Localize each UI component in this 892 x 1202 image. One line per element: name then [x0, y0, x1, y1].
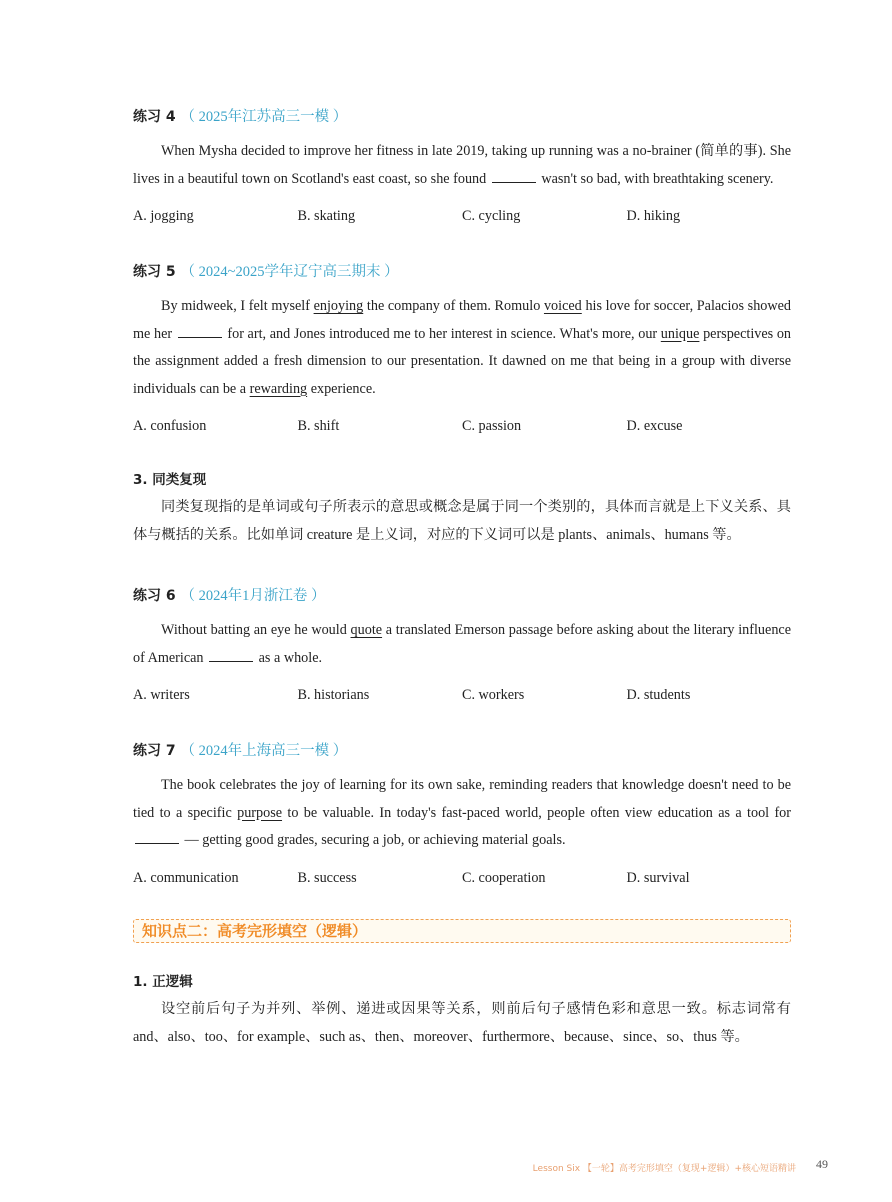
page-footer [0, 1157, 892, 1177]
option-d[interactable]: D. excuse [626, 418, 683, 434]
option-a[interactable]: A. writers [133, 687, 190, 703]
exercise-label: 练习 6 [133, 588, 176, 604]
section-text: 设空前后句子为并列、举例、递进或因果等关系，则前后句子感情色彩和意思一致。标志词常有 and、also、too、for example、such as、then、moreover、furthermore、because、since、so、thus 等。 [133, 1000, 791, 1045]
passage-text: By midweek, I felt myself [161, 298, 310, 314]
passage-text: as a whole. [258, 649, 323, 666]
option-c[interactable]: C. cooperation [462, 869, 546, 886]
exercise-7 [133, 738, 791, 891]
option-c[interactable]: C. passion [462, 418, 522, 434]
underlined-word: voiced [543, 298, 582, 314]
passage-text: a translated Emerson passage before asking about the literary influence of American [133, 622, 792, 666]
exercise-4-passage [133, 138, 791, 193]
section-heading: 3. 同类复现 [133, 472, 207, 488]
exercise-5 [133, 259, 791, 439]
underlined-word: unique [660, 325, 700, 342]
exercise-7-options [133, 865, 791, 891]
exercise-source: （ 2024年上海高三一模 ） [180, 743, 348, 759]
knowledge-point-banner: 知识点二：高考完形填空（逻辑） [133, 919, 791, 943]
section-text: 同类复现指的是单词或句子所表示的意思或概念是属于同一个类别的，具体而言就是上下义关系、具体与概括的关系。比如单词 creature 是上义词，对应的下义词可以是 plants、animals、humans 等。 [133, 499, 791, 543]
exercise-label: 练习 7 [133, 743, 176, 759]
exercise-label: 练习 5 [133, 264, 176, 280]
section-1 [133, 969, 791, 1051]
exercise-7-title [133, 738, 791, 764]
exercise-label: 练习 4 [133, 109, 176, 125]
answer-blank[interactable] [135, 831, 179, 844]
passage-text: his love for soccer, Palacios showed me her [133, 298, 792, 342]
option-b[interactable]: B. skating [297, 208, 356, 224]
exercise-4-options [133, 203, 791, 229]
exercise-4 [133, 104, 791, 229]
exercise-5-title [133, 259, 791, 285]
passage-text: for art, and Jones introduced me to her interest in science. What's more, our [227, 325, 658, 342]
answer-blank[interactable] [209, 649, 253, 662]
exercise-source: （ 2024年1月浙江卷 ） [180, 588, 326, 604]
option-d[interactable]: D. hiking [626, 208, 681, 224]
page-content [133, 104, 791, 1051]
exercise-6 [133, 583, 791, 708]
passage-text: experience. [310, 380, 376, 397]
option-a[interactable]: A. communication [133, 869, 239, 886]
option-c[interactable]: C. cycling [462, 208, 521, 224]
passage-text: perspectives on the assignment added a fresh dimension to our presentation. It dawned on me that being in a group with diverse individuals can be a [133, 325, 792, 397]
underlined-word: rewarding [249, 380, 308, 397]
option-b[interactable]: B. shift [297, 418, 340, 434]
option-a[interactable]: A. jogging [133, 208, 194, 224]
exercise-5-options [133, 413, 791, 439]
footer-text: Lesson Six 【一轮】高考完形填空（复现+逻辑）+核心短语精讲 [532, 1164, 796, 1174]
passage-text: the company of them. Romulo [366, 298, 541, 314]
passage-text: wasn't so bad, with breathtaking scenery. [541, 170, 774, 187]
section-heading: 1. 正逻辑 [133, 973, 193, 990]
exercise-6-title [133, 583, 791, 609]
exercise-4-title [133, 104, 791, 130]
option-d[interactable]: D. students [626, 687, 691, 703]
passage-text: — getting good grades, securing a job, or achieving material goals. [184, 832, 566, 848]
option-b[interactable]: B. historians [297, 687, 370, 703]
option-b[interactable]: B. success [297, 869, 357, 886]
answer-blank[interactable] [492, 170, 536, 183]
underlined-word: enjoying [313, 298, 364, 314]
section-3 [133, 467, 791, 549]
option-c[interactable]: C. workers [462, 687, 525, 703]
exercise-source: （ 2025年江苏高三一模 ） [180, 109, 348, 125]
exercise-source: （ 2024~2025学年辽宁高三期末 ） [180, 264, 399, 280]
exercise-6-passage [133, 617, 791, 672]
option-a[interactable]: A. confusion [133, 418, 207, 434]
option-d[interactable]: D. survival [626, 869, 690, 886]
exercise-5-passage [133, 293, 791, 403]
underlined-word: purpose [237, 804, 283, 821]
underlined-word: quote [350, 622, 383, 638]
page-number: 49 [816, 1157, 828, 1171]
exercise-7-passage [133, 772, 791, 855]
answer-blank[interactable] [178, 325, 222, 338]
passage-text: When Mysha decided to improve her fitness in late 2019, taking up running was a no-brainer (简单的事). She lives in a beautiful town on Scotland's east coast, so she found [133, 143, 791, 187]
passage-text: Without batting an eye he would [161, 622, 347, 638]
exercise-6-options [133, 682, 791, 708]
passage-text: The book celebrates the joy of learning for its own sake, reminding readers that knowledge doesn't need to be tied to a specific [133, 777, 791, 821]
passage-text: to be valuable. In today's fast-paced world, people often view education as a tool for [287, 804, 791, 821]
